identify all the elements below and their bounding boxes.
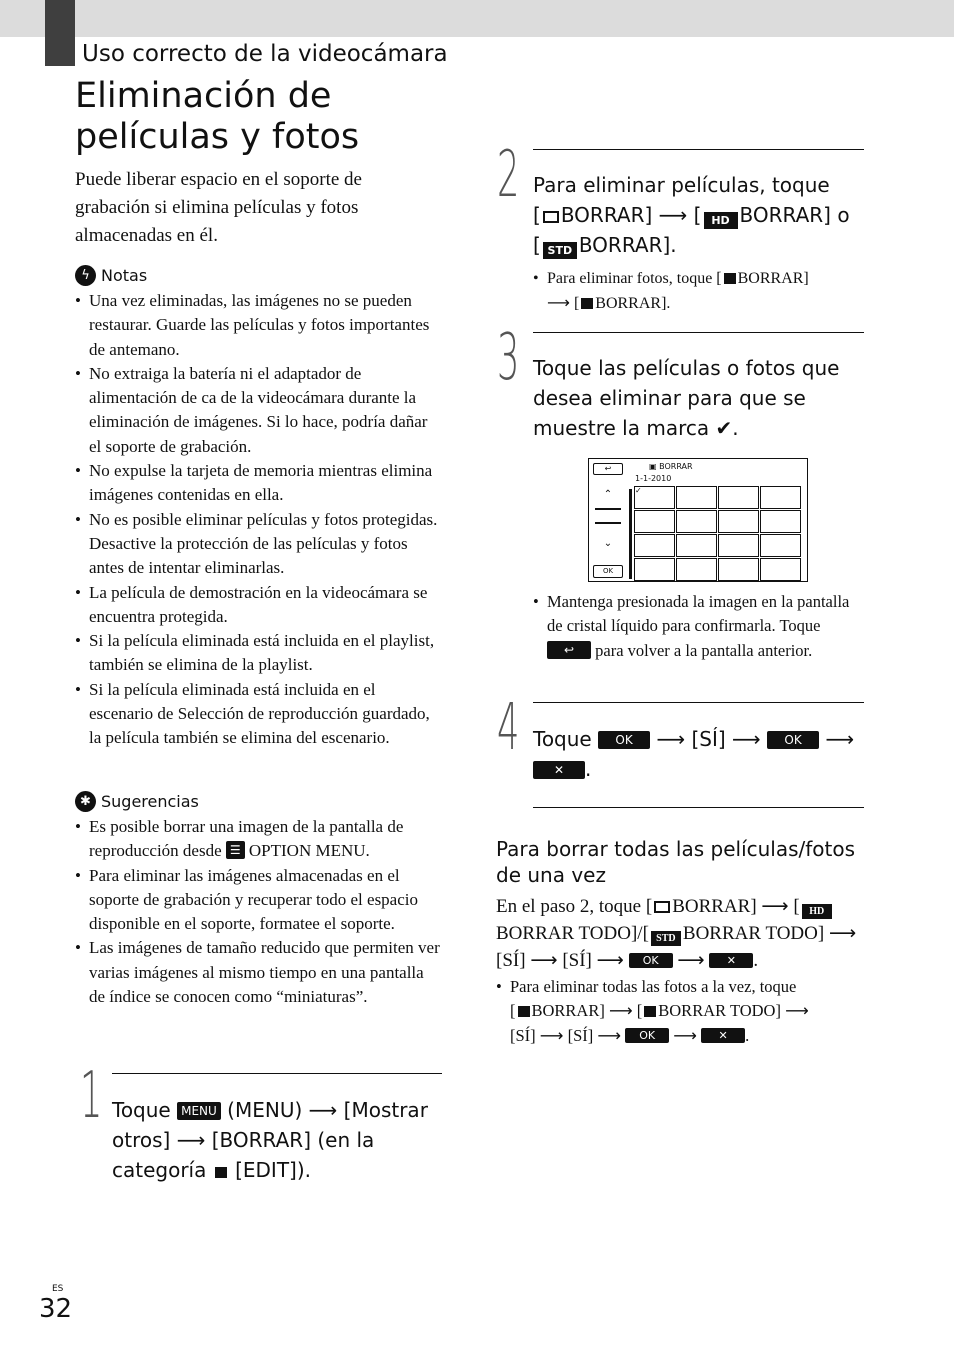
thumbnail [718, 510, 759, 533]
list-item: • La película de demostración en la videocámara se encuentra protegida. [75, 581, 440, 630]
header-bar [0, 0, 954, 37]
thumbnail [676, 510, 717, 533]
step3-text: Toque las películas o fotos que desea eliminar para que se muestre la marca ✔. [533, 356, 840, 440]
list-icon [595, 508, 621, 524]
notes-list [75, 289, 440, 751]
scroll-up-icon: ⌃ [603, 489, 613, 500]
step4-text: Toque OK ⟶ [SÍ] ⟶ OK ⟶ ✕ . [533, 727, 855, 781]
hd-icon: HD [802, 904, 832, 919]
thumbnail [718, 486, 759, 509]
step-divider [112, 1073, 442, 1074]
step1-text: Toque MENU (MENU) ⟶ [Mostrar otros] ⟶ [BORRAR] (en la categoría [EDIT]). [112, 1098, 428, 1182]
lcd-screen-illustration [588, 458, 808, 582]
list-item: • Las imágenes de tamaño reducido que permiten ver varias imágenes al mismo tiempo en una pantalla de índice se conocen como “miniaturas”. [75, 936, 440, 1009]
list-item: • Para eliminar las imágenes almacenadas en el soporte de grabación y recuperar todo el espacio disponible en el soporte, formatee el soporte. [75, 864, 440, 937]
step-number: 2 [497, 138, 520, 212]
list-item: • Si la película eliminada está incluida en el playlist, también se elimina de la playlist. [75, 629, 440, 678]
menu-button-icon: MENU [177, 1102, 221, 1120]
check-mark-icon: ✔ [715, 416, 733, 440]
step-divider [533, 702, 864, 703]
list-item: • No es posible eliminar películas y fotos protegidas. Desactive la protección de las películas y fotos antes de intentar eliminarlas. [75, 508, 440, 581]
notes-heading [75, 265, 147, 286]
ok-button-icon: OK [598, 731, 650, 749]
language-code: ES [52, 1284, 64, 1294]
return-icon: ↩ [547, 641, 591, 659]
list-item: • Para eliminar todas las fotos a la vez, toque [ BORRAR] ⟶ [ BORRAR TODO] ⟶ [SÍ] ⟶ [SÍ] ⟶ OK ⟶ ✕ . [496, 975, 866, 1048]
thumbnail [634, 534, 675, 557]
step-divider [533, 807, 864, 808]
film-icon [543, 211, 559, 223]
subsection-notes [496, 975, 866, 1048]
back-icon: ↩ [593, 463, 623, 475]
step3-notes [533, 590, 858, 663]
subsection-title: Para borrar todas las películas/fotos de una vez [496, 837, 856, 887]
photo-icon [724, 273, 736, 284]
thumbnail [676, 486, 717, 509]
thumbnail: ✓ [634, 486, 675, 509]
scroll-down-icon: ⌄ [603, 538, 613, 549]
thumbnail [718, 558, 759, 581]
step-number: 1 [80, 1059, 103, 1133]
thumbnail [760, 486, 801, 509]
option-menu-icon: ☰ [226, 841, 245, 859]
list-item: • Una vez eliminadas, las imágenes no se pueden restaurar. Guarde las películas y fotos importantes de antemano. [75, 289, 440, 362]
page-number: 32 [39, 1294, 73, 1324]
thumbnail [676, 534, 717, 557]
thumbnail [634, 510, 675, 533]
screen-date: 1-1-2010 [635, 474, 672, 483]
std-icon: STD [651, 931, 681, 946]
lightbulb-icon: ✱ [75, 791, 96, 812]
subsection-paragraph: En el paso 2, toque [ BORRAR] ⟶ [ HDBORRAR TODO]/[ STD BORRAR TODO] ⟶ [SÍ] ⟶ [SÍ] ⟶ OK ⟶ ✕ . [496, 895, 857, 971]
list-item: • Mantenga presionada la imagen en la pantalla de cristal líquido para confirmarla. Toque ↩ para volver a la pantalla anterior. [533, 590, 858, 663]
screen-separator [629, 489, 632, 579]
list-item: • Si la película eliminada está incluida en el escenario de Selección de reproducción guardado, la película también se elimina del escenario. [75, 678, 440, 751]
step2-notes [533, 267, 863, 317]
screen-header: ▣ BORRAR [649, 462, 693, 471]
thumbnail-grid [634, 486, 801, 581]
header-tab-marker [45, 0, 75, 66]
notes-label: Notas [101, 266, 148, 285]
std-icon: STD [543, 242, 577, 259]
thumbnail [634, 558, 675, 581]
thumbnail [760, 558, 801, 581]
thumbnail [718, 534, 759, 557]
list-item: • No extraiga la batería ni el adaptador de alimentación de ca de la videocámara durante la eliminación de imágenes. Si lo hace, podría dañar el soporte de grabación. [75, 362, 440, 459]
list-item: • Es posible borrar una imagen de la pantalla de reproducción desde ☰ OPTION MENU. [75, 815, 440, 864]
film-icon [654, 901, 670, 913]
photo-icon [644, 1006, 656, 1017]
tips-heading [75, 791, 199, 812]
step-divider [533, 149, 864, 150]
close-icon: ✕ [533, 761, 585, 779]
ok-button-icon: OK [629, 953, 673, 968]
tips-list [75, 815, 440, 1009]
photo-icon [518, 1006, 530, 1017]
step2-text: Para eliminar películas, toque [ BORRAR] ⟶ [ HD BORRAR] o [ STD BORRAR]. [533, 173, 850, 257]
edit-category-icon [215, 1167, 227, 1178]
ok-button-icon: OK [767, 731, 819, 749]
close-icon: ✕ [701, 1028, 745, 1043]
page-title: Eliminación de películas y fotos [75, 76, 360, 157]
screen-ok-button: OK [593, 565, 623, 578]
photo-icon [581, 298, 593, 309]
hd-icon: HD [704, 212, 738, 229]
notes-icon: ϟ [75, 265, 96, 286]
step-number: 4 [497, 691, 520, 765]
list-item: • Para eliminar fotos, toque [ BORRAR] ⟶ [ BORRAR]. [533, 267, 863, 317]
thumbnail [760, 534, 801, 557]
close-icon: ✕ [709, 953, 753, 968]
section-title: Uso correcto de la videocámara [82, 41, 448, 67]
tips-label: Sugerencias [101, 792, 199, 811]
intro-paragraph: Puede liberar espacio en el soporte de grabación si elimina películas y fotos almacenadas en él. [75, 169, 362, 246]
thumbnail [760, 510, 801, 533]
thumbnail [676, 558, 717, 581]
ok-button-icon: OK [625, 1028, 669, 1043]
step-divider [533, 332, 864, 333]
list-item: • No expulse la tarjeta de memoria mientras elimina imágenes contenidas en ella. [75, 459, 440, 508]
step-number: 3 [497, 321, 520, 395]
